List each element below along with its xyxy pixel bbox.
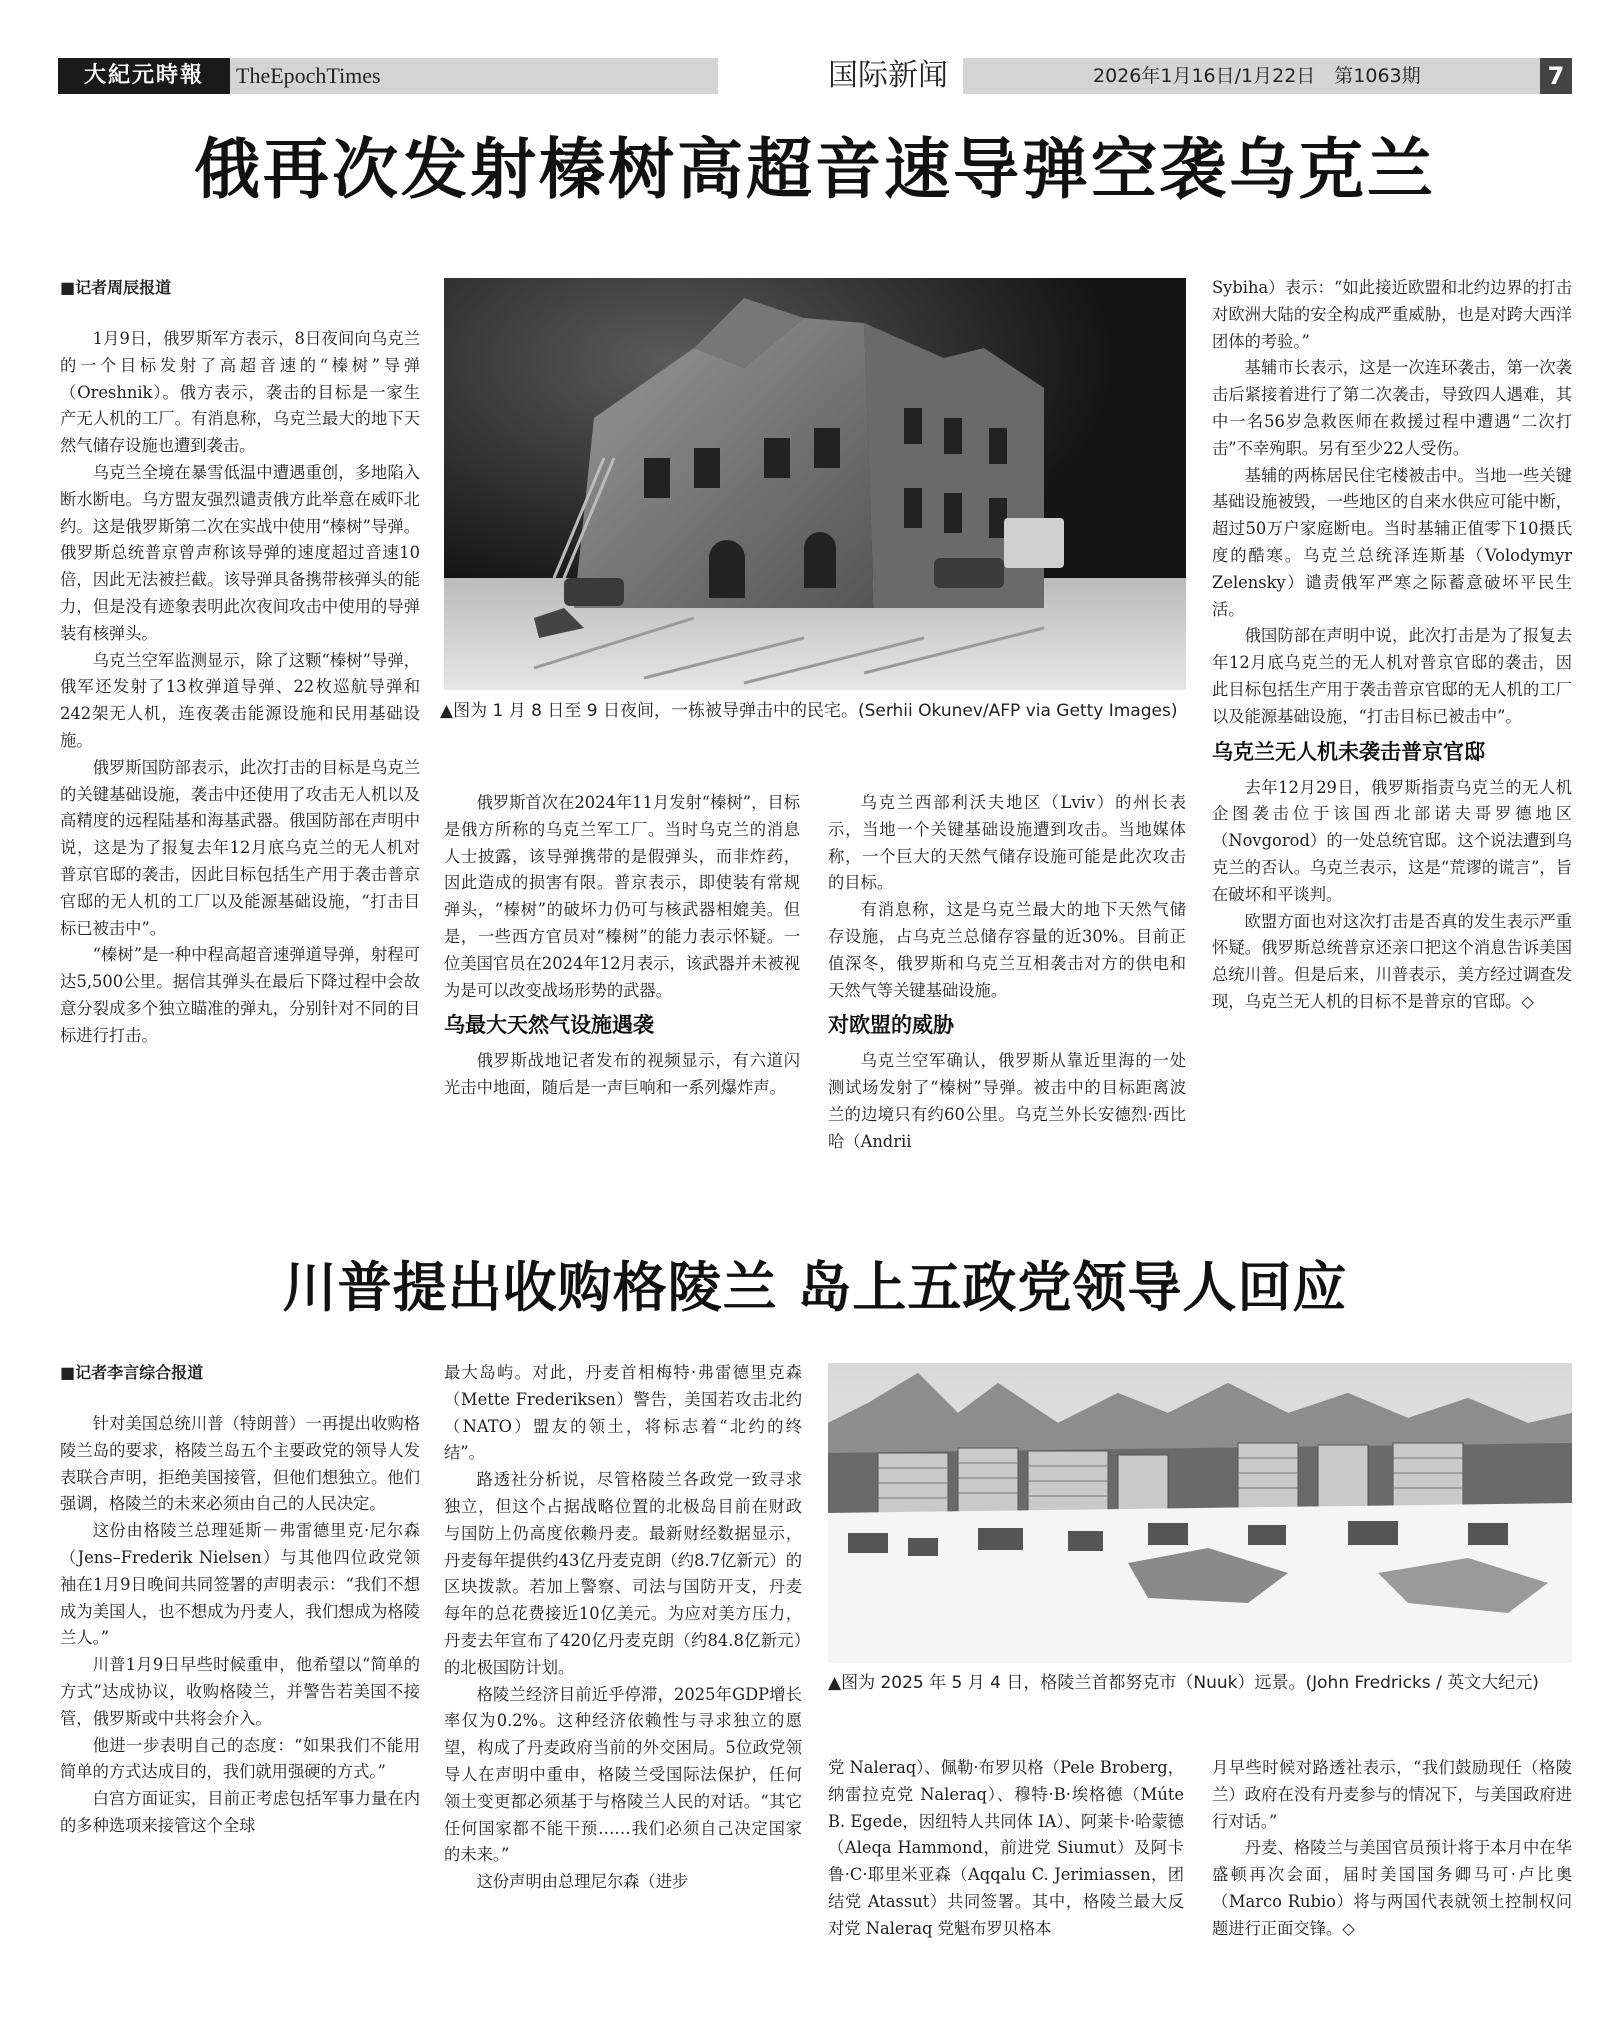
article1-column-3 — [828, 790, 1186, 1156]
paragraph: 乌克兰全境在暴雪低温中遭遇重创，多地陷入断水断电。乌方盟友强烈谴责俄方此举意在威吓北约。这是俄罗斯第二次在实战中使用“榛树”导弹。俄罗斯总统普京曾声称该导弹的速度超过音速10倍，因此无法被拦截。该导弹具备携带核弹头的能力，但是没有迹象表明此次夜间攻击中使用的导弹装有核弹头。 — [60, 462, 420, 643]
paragraph: 俄罗斯国防部表示，此次打击的目标是乌克兰的关键基础设施，袭击中还使用了攻击无人机以及高精度的远程陆基和海基武器。俄国防部在声明中说，这是为了报复去年12月底乌克兰的无人机对普京官邸的袭击，因此目标包括生产用于袭击普京官邸的无人机的工厂以及能源基础设施，“打击目标已被击中”。 — [60, 757, 420, 938]
paragraph: 基辅市长表示，这是一次连环袭击，第一次袭击后紧接着进行了第二次袭击，导致四人遇难，其中一名56岁急救医师在救援过程中遭遇“二次打击”不幸殉职。另有至少22人受伤。 — [1212, 358, 1572, 458]
paragraph: 乌克兰西部利沃夫地区（Lviv）的州长表示，当地一个关键基础设施遭到攻击。当地媒体称，一个巨大的天然气储存设施可能是此次攻击的目标。 — [828, 793, 1186, 893]
paragraph: 针对美国总统川普（特朗普）一再提出收购格陵兰岛的要求，格陵兰岛五个主要政党的领导人发表联合声明，拒绝美国接管，但他们想独立。他们强调，格陵兰的未来必须由自己的人民决定。 — [60, 1414, 420, 1514]
issue-dateline: 2026年1月16日/1月22日 第1063期 — [1093, 65, 1421, 87]
article1-photo — [444, 278, 1186, 690]
article1-subhead-residence: 乌克兰无人机未袭击普京官邸 — [1212, 739, 1485, 764]
paragraph: 丹麦、格陵兰与美国官员预计将于本月中在华盛顿再次会面，届时美国国务卿马可·卢比奥（Marco Rubio）将与两国代表就领土控制权问题进行正面交锋。◇ — [1212, 1838, 1572, 1938]
paragraph: 去年12月29日，俄罗斯指责乌克兰的无人机企图袭击位于该国西北部诺夫哥罗德地区（Novgorod）的一处总统官邸。这个说法遭到乌克兰的否认。乌克兰表示，这是“荒谬的谎言”，旨在破坏和平谈判。 — [1212, 777, 1572, 904]
article2-column-3 — [828, 1755, 1184, 1943]
article1-column-4 — [1212, 275, 1572, 1016]
logo-chinese: 大紀元時報 — [58, 58, 230, 94]
paragraph: 他进一步表明自己的态度：“如果我们不能用简单的方式达成目的，我们就用强硬的方式。” — [60, 1735, 420, 1782]
article2-column-4 — [1212, 1755, 1572, 1943]
logo-english: TheEpochTimes — [236, 63, 381, 88]
paragraph: 党 Naleraq）、佩勒·布罗贝格（Pele Broberg，纳雷拉克党 Naleraq）、穆特·B·埃格德（Múte B. Egede，因纽特人共同体 IA）、阿莱卡·哈蒙德（Aleqa Hammond，前进党 Siumut）及阿卡鲁·C·耶里米亚森（Aqqalu C. Jerimiassen，团结党 Atassut）共同签署。其中，格陵兰最大反对党 Naleraq 党魁布罗贝格本 — [828, 1758, 1184, 1938]
paragraph: Sybiha）表示：“如此接近欧盟和北约边界的打击对欧洲大陆的安全构成严重威胁，也是对跨大西洋团体的考验。” — [1212, 278, 1572, 351]
paragraph: 乌克兰空军确认，俄罗斯从靠近里海的一处测试场发射了“榛树”导弹。被击中的目标距离波兰的边境只有约60公里。乌克兰外长安德烈·西比哈（Andrii — [828, 1051, 1186, 1151]
masthead — [58, 58, 1572, 94]
article1-byline: ■记者周辰报道 — [60, 278, 172, 297]
paragraph: 白宫方面证实，目前正考虑包括军事力量在内的多种选项来接管这个全球 — [60, 1789, 420, 1835]
article1-subhead-eu: 对欧盟的威胁 — [828, 1013, 954, 1038]
article1-photo-caption: ▲图为 1 月 8 日至 9 日夜间，一栋被导弹击中的民宅。(Serhii Okunev/AFP via Getty Images) — [440, 701, 1178, 721]
paragraph: 俄国防部在声明中说，此次打击是为了报复去年12月底乌克兰的无人机对普京官邸的袭击，因此目标包括生产用于袭击普京官邸的无人机的工厂以及能源基础设施，“打击目标已被击中”。 — [1212, 626, 1572, 726]
paragraph: 这份由格陵兰总理延斯－弗雷德里克·尼尔森（Jens–Frederik Nielsen）与其他四位政党领袖在1月9日晚间共同签署的声明表示：“我们不想成为美国人，也不想成为丹麦人，我们想成为格陵兰人。” — [60, 1521, 420, 1648]
paragraph: 最大岛屿。对此，丹麦首相梅特·弗雷德里克森（Mette Frederiksen）警告，美国若攻击北约（NATO）盟友的领土，将标志着“北约的终结”。 — [444, 1363, 802, 1463]
article1-column-1 — [60, 275, 420, 1050]
page-number: 7 — [1540, 58, 1572, 94]
paragraph: 路透社分析说，尽管格陵兰各政党一致寻求独立，但这个占据战略位置的北极岛目前在财政与国防上仍高度依赖丹麦。最新财经数据显示，丹麦每年提供约43亿丹麦克朗（约8.7亿新元）的区块拨款。若加上警察、司法与国防开支，丹麦每年的总花费接近10亿美元。为应对美方压力，丹麦去年宣布了420亿丹麦克朗（约84.8亿新元）的北极国防计划。 — [444, 1470, 802, 1677]
article2-photo-caption: ▲图为 2025 年 5 月 4 日，格陵兰首都努克市（Nuuk）远景。(John Fredricks / 英文大纪元) — [828, 1673, 1539, 1693]
paragraph: 基辅的两栋居民住宅楼被击中。当地一些关键基础设施被毁，一些地区的自来水供应可能中断，超过50万户家庭断电。当时基辅正值零下10摄氏度的酷寒。乌克兰总统泽连斯基（Volodymyr Zelensky）谴责俄军严寒之际蓄意破坏平民生活。 — [1212, 465, 1572, 619]
nuuk-cityscape-photo — [828, 1363, 1572, 1663]
damaged-building-photo — [444, 278, 1186, 690]
paragraph: 有消息称，这是乌克兰最大的地下天然气储存设施，占乌克兰总储存容量的近30%。目前正值深冬，俄罗斯和乌克兰互相袭击对方的供电和天然气等关键基础设施。 — [828, 900, 1186, 1000]
paragraph: 俄罗斯首次在2024年11月发射“榛树”，目标是俄方所称的乌克兰军工厂。当时乌克兰的消息人士披露，该导弹携带的是假弹头，而非炸药，因此造成的损害有限。普京表示，即使装有常规弹头，“榛树”的破坏力仍可与核武器相媲美。但是，一些西方官员对“榛树”的能力表示怀疑。一位美国官员在2024年12月表示，该武器并未被视为是可以改变战场形势的武器。 — [444, 793, 800, 1000]
section-title: 国际新闻 — [828, 58, 948, 93]
paragraph: 川普1月9日早些时候重申，他希望以“简单的方式”达成协议，收购格陵兰，并警告若美国不接管，俄罗斯或中共将会介入。 — [60, 1655, 420, 1728]
article1-col1-body — [60, 326, 420, 1050]
article2-byline: ■记者李言综合报道 — [60, 1363, 204, 1382]
article2-column-1 — [60, 1360, 420, 1840]
article2-photo — [828, 1363, 1572, 1663]
paragraph: 月早些时候对路透社表示，“我们鼓励现任（格陵兰）政府在没有丹麦参与的情况下，与美国政府进行对话。” — [1212, 1758, 1572, 1831]
article1-subhead-gas: 乌最大天然气设施遇袭 — [444, 1013, 654, 1038]
paragraph: 格陵兰经济目前近乎停滞，2025年GDP增长率仅为0.2%。这种经济依赖性与寻求独立的愿望，构成了丹麦政府当前的外交困局。5位政党领导人在声明中重申，格陵兰受国际法保护，任何领土变更都必须基于与格陵兰人民的对话。“其它任何国家都不能干预……我们必须自己决定国家的未来。” — [444, 1684, 802, 1865]
article1-column-2 — [444, 790, 800, 1102]
paragraph: “榛树”是一种中程高超音速弹道导弹，射程可达5,500公里。据信其弹头在最后下降过程中会故意分裂成多个独立瞄准的弹丸，分别针对不同的目标进行打击。 — [60, 945, 420, 1045]
paragraph: 乌克兰空军监测显示，除了这颗“榛树”导弹，俄军还发射了13枚弹道导弹、22枚巡航导弹和242架无人机，连夜袭击能源设施和民用基础设施。 — [60, 650, 420, 750]
article2-headline: 川普提出收购格陵兰 岛上五政党领导人回应 — [282, 1256, 1348, 1319]
article2-column-2 — [444, 1360, 802, 1896]
paragraph: 俄罗斯战地记者发布的视频显示，有六道闪光击中地面，随后是一声巨响和一系列爆炸声。 — [444, 1051, 800, 1098]
paragraph: 1月9日，俄罗斯军方表示，8日夜间向乌克兰的一个目标发射了高超音速的“榛树”导弹（Oreshnik）。俄方表示，袭击的目标是一家生产无人机的工厂。有消息称，乌克兰最大的地下天然气储存设施也遭到袭击。 — [60, 329, 420, 456]
paragraph: 欧盟方面也对这次打击是否真的发生表示严重怀疑。俄罗斯总统普京还亲口把这个消息告诉美国总统川普。但是后来，川普表示，美方经过调查发现，乌克兰无人机的目标不是普京的官邸。◇ — [1212, 911, 1572, 1011]
article2-col1-body — [60, 1411, 420, 1840]
article1-headline: 俄再次发射榛树高超音速导弹空袭乌克兰 — [194, 131, 1436, 208]
paragraph: 这份声明由总理尼尔森（进步 — [476, 1872, 689, 1892]
